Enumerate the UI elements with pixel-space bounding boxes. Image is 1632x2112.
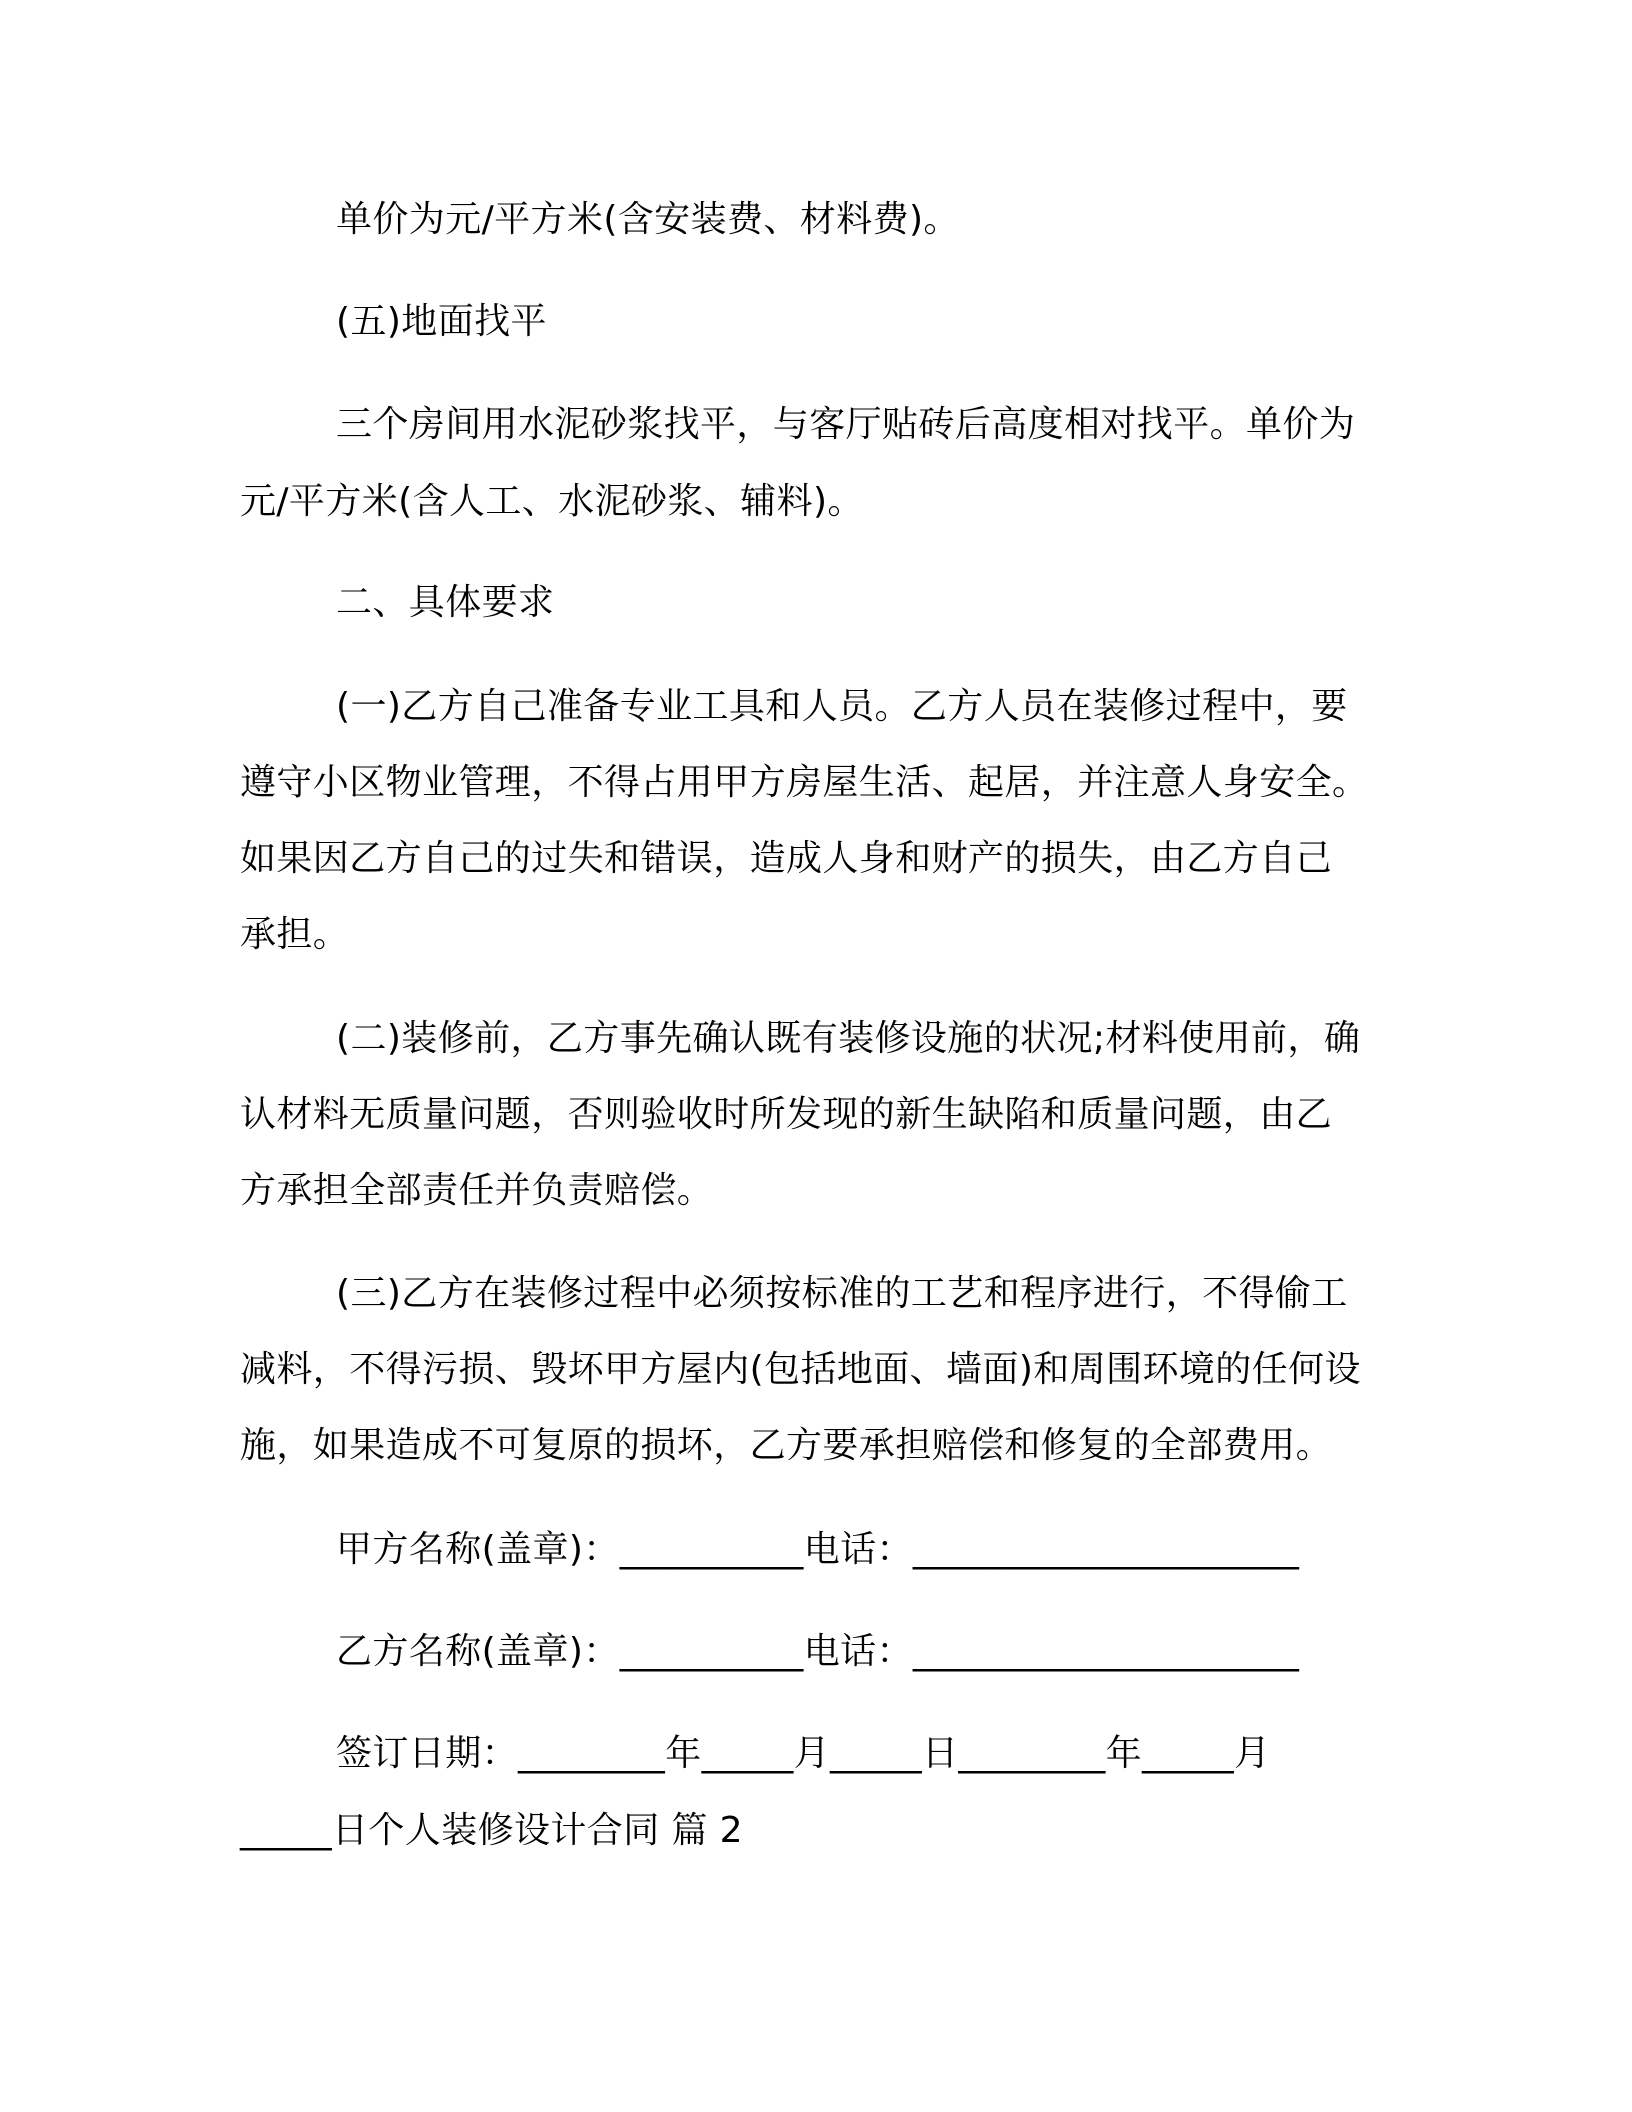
clause-2-line-2: 认材料无质量问题，否则验收时所发现的新生缺陷和质量问题，由乙 bbox=[240, 1094, 1333, 1135]
clause-1-line-4: 承担。 bbox=[240, 914, 350, 955]
clause-3-line-2: 减料，不得污损、毁坏甲方屋内(包括地面、墙面)和周围环境的任何设 bbox=[240, 1349, 1361, 1390]
clause-1-line-2: 遵守小区物业管理，不得占用甲方房屋生活、起居，并注意人身安全。 bbox=[240, 762, 1369, 803]
clause-1-line-1: (一)乙方自己准备专业工具和人员。乙方人员在装修过程中，要 bbox=[336, 686, 1348, 727]
paragraph-floor-leveling-line-2: 元/平方米(含人工、水泥砂浆、辅料)。 bbox=[240, 481, 864, 522]
paragraph-floor-leveling-line-1: 三个房间用水泥砂浆找平，与客厅贴砖后高度相对找平。单价为 bbox=[336, 404, 1356, 445]
clause-3-line-1: (三)乙方在装修过程中必须按标准的工艺和程序进行，不得偷工 bbox=[336, 1273, 1348, 1314]
clause-2-line-3: 方承担全部责任并负责赔偿。 bbox=[240, 1170, 714, 1211]
party-a-signature-line: 甲方名称(盖章)：__________电话：_____________________ bbox=[336, 1529, 1300, 1570]
section-heading-floor-leveling: (五)地面找平 bbox=[336, 301, 547, 342]
clause-1-line-3: 如果因乙方自己的过失和错误，造成人身和财产的损失，由乙方自己 bbox=[240, 838, 1333, 879]
clause-3-line-3: 施，如果造成不可复原的损坏，乙方要承担赔偿和修复的全部费用。 bbox=[240, 1425, 1333, 1466]
paragraph-unit-price-tile: 单价为元/平方米(含安装费、材料费)。 bbox=[336, 199, 960, 240]
next-contract-title-line: _____日个人装修设计合同 篇 2 bbox=[240, 1810, 743, 1851]
clause-2-line-1: (二)装修前，乙方事先确认既有装修设施的状况;材料使用前，确 bbox=[336, 1018, 1361, 1059]
signing-date-line: 签订日期：________年_____月_____日________年_____月 bbox=[336, 1733, 1271, 1774]
party-b-signature-line: 乙方名称(盖章)：__________电话：_____________________ bbox=[336, 1631, 1300, 1672]
section-heading-requirements: 二、具体要求 bbox=[336, 582, 555, 623]
